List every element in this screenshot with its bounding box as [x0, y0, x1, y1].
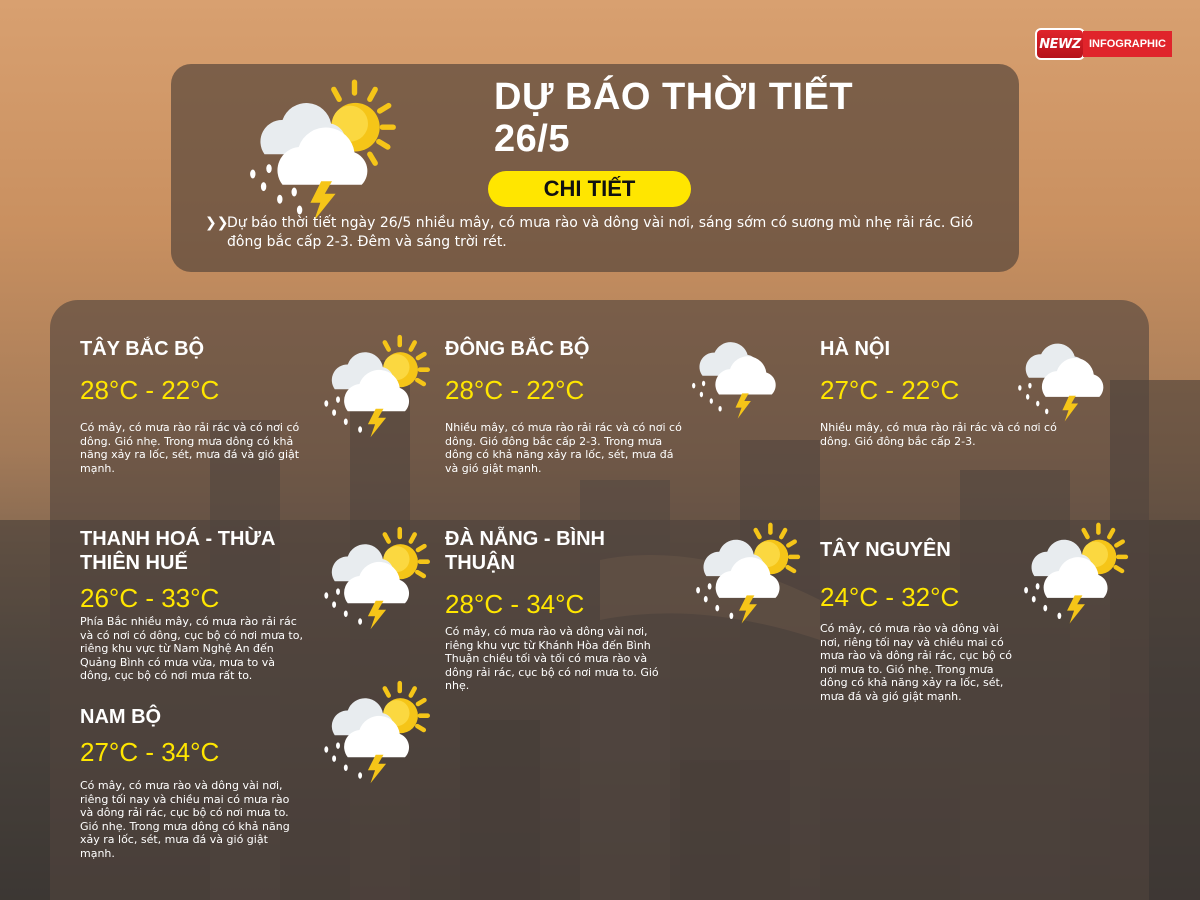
- region-card-nam-bo: [80, 705, 305, 860]
- header-panel: [171, 64, 1019, 272]
- region-name: TÂY NGUYÊN: [820, 539, 951, 561]
- sun-cloud-storm-icon: [312, 330, 442, 438]
- region-card-tay-nguyen: [820, 538, 1020, 703]
- region-name: THANH HOÁ - THỪA THIÊN HUẾ: [80, 528, 275, 574]
- intro-text: Dự báo thời tiết ngày 26/5 nhiều mây, có mưa rào và dông vài nơi, sáng sớm có sương mù nhẹ rải rác. Gió đông bắc cấp 2-3. Đêm và sáng trời rét.: [227, 215, 974, 250]
- brand-logo: [1035, 28, 1177, 60]
- region-temp: 28°C - 22°C: [80, 375, 220, 405]
- double-chevron-icon: ❯❯: [205, 215, 229, 231]
- region-name: ĐÔNG BẮC BỘ: [445, 338, 590, 360]
- region-card-dong-bac-bo: [445, 337, 685, 475]
- region-desc: Nhiều mây, có mưa rào rải rác và có nơi có dông. Gió đông bắc cấp 2-3. Trong mưa dông có khả năng xảy ra lốc, sét, mưa đá và gió giật mạnh.: [445, 421, 682, 475]
- sun-cloud-storm-icon: [684, 518, 812, 624]
- region-desc: Nhiều mây, có mưa rào rải rác và có nơi có dông. Gió đông bắc cấp 2-3.: [820, 421, 1057, 448]
- region-temp: 26°C - 33°C: [80, 583, 220, 613]
- cloud-storm-icon: [686, 324, 796, 422]
- region-desc: Có mây, có mưa rào và dông vài nơi, riêng tối nay và chiều mai có mưa rào và dông rải rác, cục bộ có nơi mưa to. Gió nhẹ. Trong mưa dông có khả năng xảy ra lốc, sét, mưa đá và gió giật mạnh.: [80, 779, 290, 860]
- region-desc: Phía Bắc nhiều mây, có mưa rào rải rác và có nơi có dông, cục bộ có nơi mưa to, riêng khu vực từ Nam Nghệ An đến Quảng Bình có mưa vừa, mưa to và dông, cục bộ có nơi mưa rất to.: [80, 615, 303, 682]
- region-temp: 27°C - 34°C: [80, 737, 220, 767]
- region-name: TÂY BẮC BỘ: [80, 338, 205, 360]
- region-desc: Có mây, có mưa rào và dông vài nơi, riêng tối nay và chiều mai có mưa rào và dông rải rác, cục bộ có nơi mưa to. Gió nhẹ. Trong mưa dông có khả năng xảy ra lốc, sét, mưa đá và gió giật mạnh.: [820, 622, 1012, 703]
- sun-cloud-storm-icon: [312, 676, 442, 784]
- region-temp: 28°C - 22°C: [445, 375, 585, 405]
- region-name: HÀ NỘI: [820, 338, 890, 360]
- region-name: ĐÀ NẴNG - BÌNH THUẬN: [445, 528, 605, 574]
- region-temp: 28°C - 34°C: [445, 589, 585, 619]
- intro-paragraph: [205, 214, 1005, 252]
- region-card-tay-bac-bo: [80, 337, 320, 475]
- sun-cloud-storm-icon: [233, 72, 413, 222]
- region-temp: 27°C - 22°C: [820, 375, 960, 405]
- region-name: NAM BỘ: [80, 706, 162, 728]
- region-desc: Có mây, có mưa rào rải rác và có nơi có dông. Gió nhẹ. Trong mưa dông có khả năng xảy ra lốc, sét, mưa đá và gió giật mạnh.: [80, 421, 300, 475]
- region-card-thanh-hoa-hue: [80, 527, 305, 683]
- logo-tag: INFOGRAPHIC: [1083, 31, 1172, 57]
- sun-cloud-storm-icon: [312, 522, 442, 630]
- region-desc: Có mây, có mưa rào và dông vài nơi, riêng khu vực từ Khánh Hòa đến Bình Thuận chiều tối và tối có mưa rào và dông rải rác, cục bộ có nơi mưa to. Gió nhẹ.: [445, 625, 659, 692]
- region-card-da-nang-binh-thuan: [445, 527, 660, 693]
- page-title: [494, 76, 853, 160]
- cloud-storm-icon: [1012, 326, 1124, 424]
- title-line-2: 26/5: [494, 118, 570, 160]
- logo-badge: NEWZ: [1035, 28, 1085, 60]
- region-temp: 24°C - 32°C: [820, 582, 960, 612]
- detail-button[interactable]: CHI TIẾT: [488, 171, 691, 207]
- sun-cloud-storm-icon: [1012, 518, 1140, 624]
- title-line-1: DỰ BÁO THỜI TIẾT: [494, 76, 854, 118]
